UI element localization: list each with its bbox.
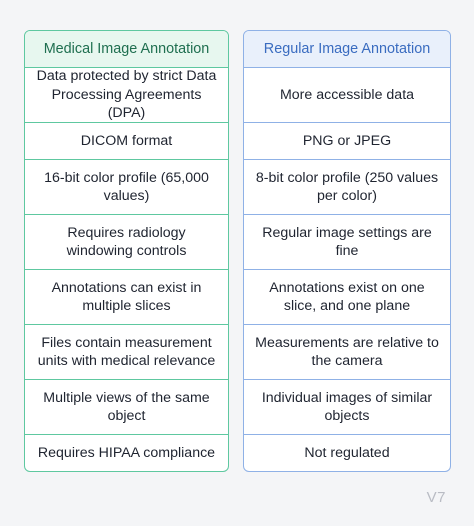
medical-row-windowing: Requires radiology windowing controls	[25, 214, 228, 269]
medical-row-format: DICOM format	[25, 122, 228, 159]
regular-row-settings: Regular image settings are fine	[244, 214, 450, 269]
medical-row-slices: Annotations can exist in multiple slices	[25, 269, 228, 324]
regular-row-format: PNG or JPEG	[244, 122, 450, 159]
medical-row-data-protection: Data protected by strict Data Processing Agreements (DPA)	[25, 67, 228, 122]
regular-row-views: Individual images of similar objects	[244, 379, 450, 434]
regular-annotation-header: Regular Image Annotation	[244, 31, 450, 67]
regular-row-measurements: Measurements are relative to the camera	[244, 324, 450, 379]
regular-row-data-access: More accessible data	[244, 67, 450, 122]
regular-annotation-column	[243, 30, 451, 472]
regular-row-compliance: Not regulated	[244, 434, 450, 471]
medical-annotation-header: Medical Image Annotation	[25, 31, 228, 67]
medical-row-color-profile: 16-bit color profile (65,000 values)	[25, 159, 228, 214]
v7-logo: V7	[426, 489, 446, 506]
medical-row-measurements: Files contain measurement units with medical relevance	[25, 324, 228, 379]
medical-row-compliance: Requires HIPAA compliance	[25, 434, 228, 471]
regular-row-slices: Annotations exist on one slice, and one plane	[244, 269, 450, 324]
regular-row-color-profile: 8-bit color profile (250 values per color)	[244, 159, 450, 214]
medical-row-views: Multiple views of the same object	[25, 379, 228, 434]
medical-annotation-column	[24, 30, 229, 472]
